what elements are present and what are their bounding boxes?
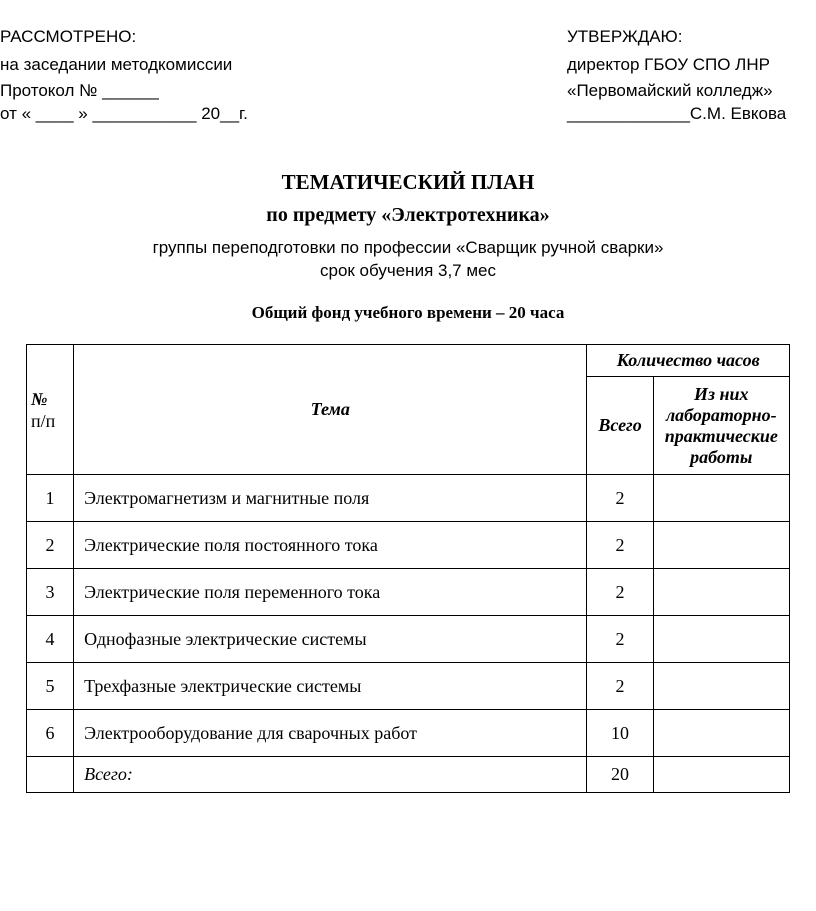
header-topic: Тема bbox=[74, 345, 587, 475]
header-lab-line2: лабораторно- bbox=[665, 404, 777, 425]
header-number bbox=[27, 345, 74, 475]
row-hours: 2 bbox=[587, 475, 653, 522]
row-lab-hours bbox=[653, 710, 789, 757]
row-topic: Электрооборудование для сварочных работ bbox=[74, 710, 587, 757]
row-topic: Электромагнетизм и магнитные поля bbox=[74, 475, 587, 522]
header-hours: Количество часов bbox=[587, 345, 790, 377]
row-number: 2 bbox=[27, 522, 74, 569]
row-topic: Трехфазные электрические системы bbox=[74, 663, 587, 710]
study-term: срок обучения 3,7 мес bbox=[319, 261, 496, 280]
table-row bbox=[27, 475, 790, 522]
total-value: 20 bbox=[587, 757, 653, 793]
row-topic: Электрические поля переменного тока bbox=[74, 569, 587, 616]
row-number: 1 bbox=[27, 475, 74, 522]
table-header-row bbox=[27, 345, 790, 377]
header-lab-works bbox=[653, 377, 789, 475]
table-row bbox=[27, 663, 790, 710]
table-row bbox=[27, 569, 790, 616]
college-name-text: «Первомайский колледж» bbox=[567, 81, 773, 100]
director-title-text: директор ГБОУ СПО ЛНР bbox=[567, 55, 770, 74]
header-total: Всего bbox=[587, 377, 653, 475]
protocol-number-text: Протокол № ______ bbox=[0, 81, 159, 100]
commission-meeting-text: на заседании методкомиссии bbox=[0, 55, 233, 74]
row-hours: 10 bbox=[587, 710, 653, 757]
row-hours: 2 bbox=[587, 663, 653, 710]
row-number: 4 bbox=[27, 616, 74, 663]
total-row-number bbox=[27, 757, 74, 793]
protocol-date-text: от « ____ » ___________ 20__г. bbox=[0, 104, 248, 123]
row-topic: Однофазные электрические системы bbox=[74, 616, 587, 663]
row-hours: 2 bbox=[587, 522, 653, 569]
table-row bbox=[27, 522, 790, 569]
thematic-plan-table bbox=[26, 344, 790, 793]
total-study-time: Общий фонд учебного времени – 20 часа bbox=[251, 303, 565, 322]
row-lab-hours bbox=[653, 616, 789, 663]
row-lab-hours bbox=[653, 475, 789, 522]
header-number-sign: № bbox=[31, 388, 48, 409]
table-total-row bbox=[27, 757, 790, 793]
header-lab-line4: работы bbox=[690, 446, 753, 467]
table-row bbox=[27, 616, 790, 663]
row-topic: Электрические поля постоянного тока bbox=[74, 522, 587, 569]
row-hours: 2 bbox=[587, 569, 653, 616]
row-hours: 2 bbox=[587, 616, 653, 663]
header-number-sub: п/п bbox=[31, 410, 56, 431]
director-signature-text: _____________С.М. Евкова bbox=[567, 104, 787, 123]
row-lab-hours bbox=[653, 522, 789, 569]
total-lab-hours bbox=[653, 757, 789, 793]
header-lab-line3: практические bbox=[664, 425, 778, 446]
table-row bbox=[27, 710, 790, 757]
considered-label: РАССМОТРЕНО: bbox=[0, 27, 137, 46]
subject-title: по предмету «Электротехника» bbox=[266, 204, 550, 226]
page-title: ТЕМАТИЧЕСКИЙ ПЛАН bbox=[281, 170, 535, 194]
row-lab-hours bbox=[653, 663, 789, 710]
row-number: 6 bbox=[27, 710, 74, 757]
row-lab-hours bbox=[653, 569, 789, 616]
header-lab-line1: Из них bbox=[694, 383, 749, 404]
row-number: 5 bbox=[27, 663, 74, 710]
total-label: Всего: bbox=[74, 757, 587, 793]
approve-label: УТВЕРЖДАЮ: bbox=[567, 27, 683, 46]
row-number: 3 bbox=[27, 569, 74, 616]
group-description: группы переподготовки по профессии «Сварщик ручной сварки» bbox=[152, 238, 664, 257]
